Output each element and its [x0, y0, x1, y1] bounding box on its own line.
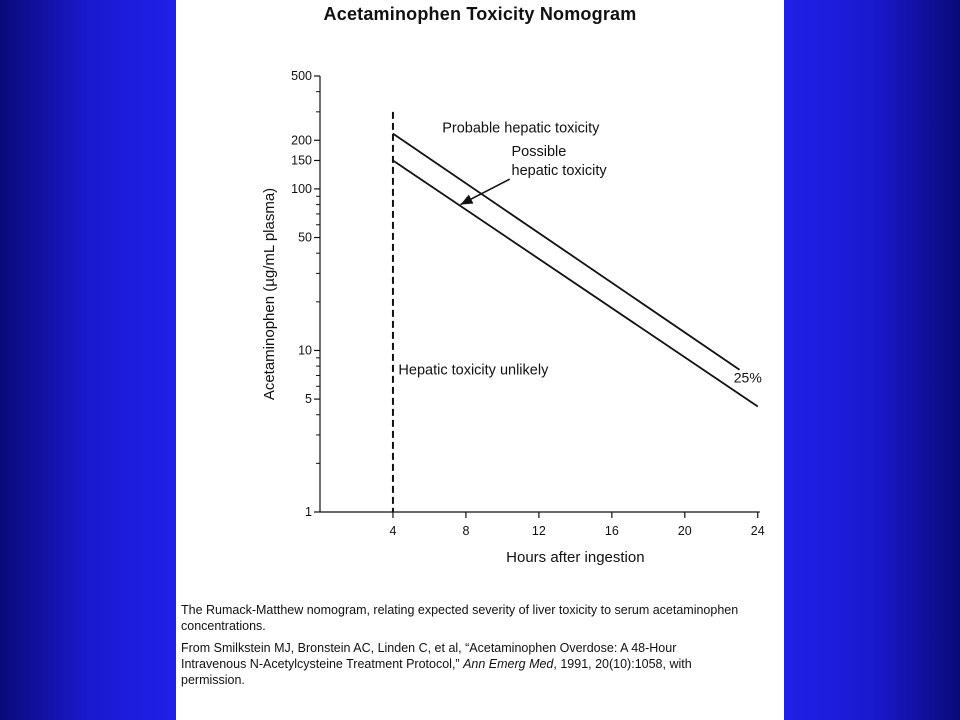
x-tick-label-20: 20: [677, 524, 692, 538]
citation-journal: Ann Emerg Med: [463, 657, 554, 671]
citation-details: , 1991, 20(10):1058, with permission.: [181, 657, 692, 687]
figure-panel: [176, 0, 784, 720]
citation-text: From Smilkstein MJ, Bronstein AC, Linden C, et al, “Acetaminophen Overdose: A 48-Hour Intravenous N-Acetylcysteine Treatment Protocol,”: [181, 641, 677, 671]
line-end-label-25: 25%: [733, 369, 762, 386]
annotation-label-line-2: hepatic toxicity: [511, 162, 607, 179]
annotation-label-line-1: Possible: [511, 143, 567, 160]
y-tick-label-10: 10: [298, 343, 312, 358]
y-tick-label-200: 200: [291, 133, 312, 148]
x-tick-label-24: 24: [750, 524, 765, 538]
y-tick-label-5: 5: [305, 392, 312, 407]
chart-title: Acetaminophen Toxicity Nomogram: [323, 4, 637, 24]
x-tick-label-4: 4: [389, 524, 397, 538]
x-axis-label: Hours after ingestion: [506, 549, 645, 566]
y-tick-label-500: 500: [291, 69, 312, 83]
x-tick-label-12: 12: [531, 524, 546, 538]
x-tick-label-8: 8: [462, 524, 470, 538]
y-axis-label: Acetaminophen (µg/mL plasma): [261, 187, 278, 401]
y-tick-label-1: 1: [305, 505, 312, 519]
figure-caption: The Rumack-Matthew nomogram, relating expected severity of liver toxicity to serum acetaminophen concentrations.: [181, 603, 739, 633]
x-tick-label-16: 16: [604, 524, 619, 538]
region-label-unlikely: Hepatic toxicity unlikely: [398, 362, 549, 379]
nomogram-chart: [176, 0, 784, 600]
y-tick-label-150: 150: [291, 153, 312, 168]
figure-citation: [181, 640, 741, 688]
y-tick-label-50: 50: [298, 230, 312, 245]
region-label-probable: Probable hepatic toxicity: [442, 120, 600, 137]
y-tick-label-100: 100: [291, 181, 312, 196]
